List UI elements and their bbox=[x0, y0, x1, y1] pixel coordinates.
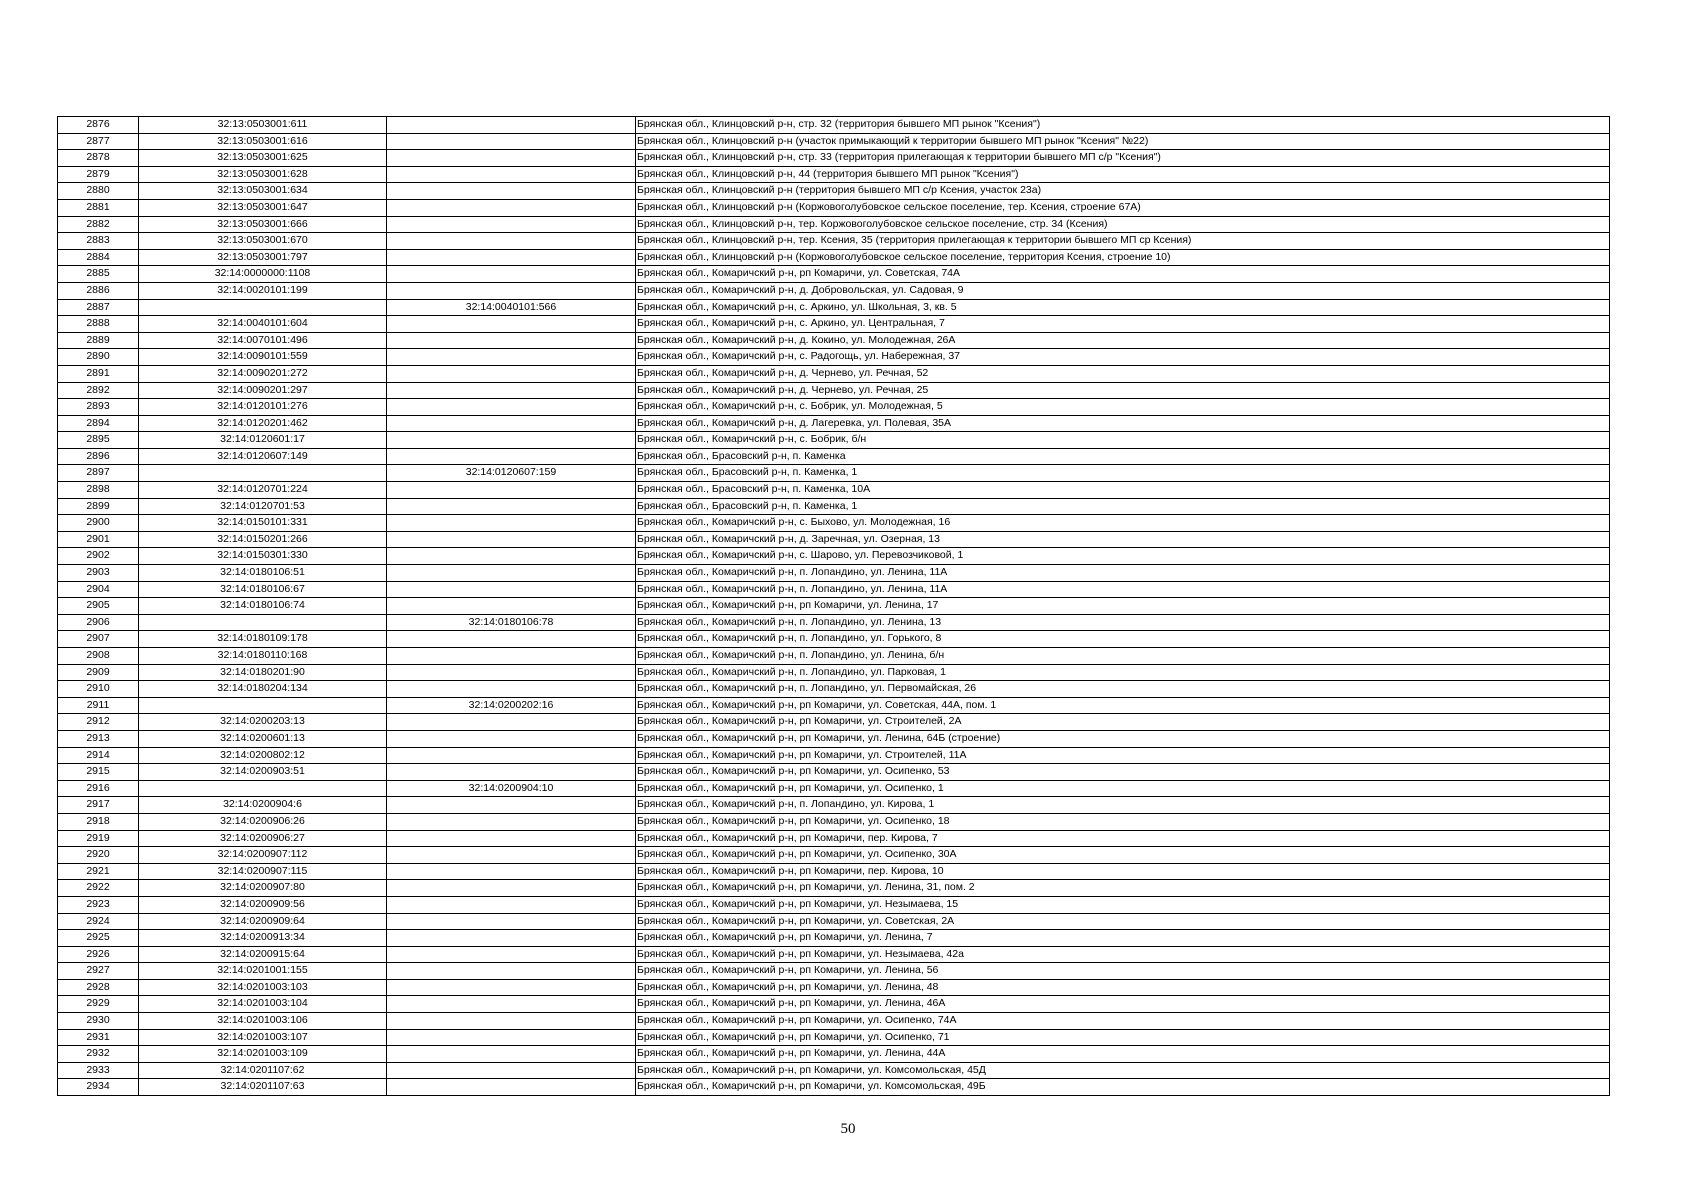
table-row bbox=[58, 133, 1610, 150]
related-cadastral-number-cell bbox=[387, 249, 636, 266]
cadastral-number-cell: 32:14:0180106:74 bbox=[139, 598, 387, 615]
related-cadastral-number-cell bbox=[387, 813, 636, 830]
address-cell: Брянская обл., Клинцовский р-н (участок примыкающий к территории бывшего МП рынок "Ксения" №22) bbox=[636, 133, 1610, 150]
registry-table-body bbox=[58, 117, 1610, 1096]
related-cadastral-number-cell bbox=[387, 1013, 636, 1030]
row-number-cell: 2884 bbox=[58, 249, 139, 266]
cadastral-number-cell: 32:14:0150301:330 bbox=[139, 548, 387, 565]
address-cell: Брянская обл., Комаричский р-н, п. Лопандино, ул. Ленина, 13 bbox=[636, 614, 1610, 631]
row-number-cell: 2908 bbox=[58, 648, 139, 665]
cadastral-number-cell: 32:14:0180109:178 bbox=[139, 631, 387, 648]
related-cadastral-number-cell bbox=[387, 282, 636, 299]
row-number-cell: 2910 bbox=[58, 681, 139, 698]
table-row bbox=[58, 1013, 1610, 1030]
table-row bbox=[58, 266, 1610, 283]
address-cell: Брянская обл., Комаричский р-н, рп Комаричи, ул. Строителей, 2А bbox=[636, 714, 1610, 731]
row-number-cell: 2925 bbox=[58, 930, 139, 947]
address-cell: Брянская обл., Брасовский р-н, п. Каменка, 1 bbox=[636, 465, 1610, 482]
cadastral-number-cell: 32:14:0201003:107 bbox=[139, 1029, 387, 1046]
row-number-cell: 2907 bbox=[58, 631, 139, 648]
cadastral-number-cell: 32:14:0090201:272 bbox=[139, 365, 387, 382]
related-cadastral-number-cell bbox=[387, 847, 636, 864]
related-cadastral-number-cell: 32:14:0200904:10 bbox=[387, 780, 636, 797]
cadastral-number-cell bbox=[139, 780, 387, 797]
row-number-cell: 2905 bbox=[58, 598, 139, 615]
row-number-cell: 2915 bbox=[58, 764, 139, 781]
cadastral-number-cell: 32:14:0120701:53 bbox=[139, 498, 387, 515]
related-cadastral-number-cell bbox=[387, 830, 636, 847]
table-row bbox=[58, 117, 1610, 134]
cadastral-number-cell: 32:14:0090201:297 bbox=[139, 382, 387, 399]
table-row bbox=[58, 1029, 1610, 1046]
related-cadastral-number-cell bbox=[387, 515, 636, 532]
row-number-cell: 2928 bbox=[58, 979, 139, 996]
related-cadastral-number-cell bbox=[387, 598, 636, 615]
table-row bbox=[58, 913, 1610, 930]
table-row bbox=[58, 249, 1610, 266]
cadastral-number-cell: 32:13:0503001:611 bbox=[139, 117, 387, 134]
related-cadastral-number-cell bbox=[387, 266, 636, 283]
address-cell: Брянская обл., Комаричский р-н, рп Комаричи, ул. Осипенко, 71 bbox=[636, 1029, 1610, 1046]
row-number-cell: 2886 bbox=[58, 282, 139, 299]
cadastral-number-cell: 32:14:0200915:64 bbox=[139, 946, 387, 963]
table-row bbox=[58, 465, 1610, 482]
cadastral-number-cell: 32:14:0201107:62 bbox=[139, 1062, 387, 1079]
address-cell: Брянская обл., Комаричский р-н, с. Аркино, ул. Центральная, 7 bbox=[636, 316, 1610, 333]
address-cell: Брянская обл., Комаричский р-н, рп Комаричи, ул. Комсомольская, 45Д bbox=[636, 1062, 1610, 1079]
cadastral-number-cell: 32:14:0201003:109 bbox=[139, 1046, 387, 1063]
cadastral-number-cell: 32:14:0180204:134 bbox=[139, 681, 387, 698]
address-cell: Брянская обл., Комаричский р-н, п. Лопандино, ул. Парковая, 1 bbox=[636, 664, 1610, 681]
table-row bbox=[58, 166, 1610, 183]
table-row bbox=[58, 714, 1610, 731]
table-row bbox=[58, 863, 1610, 880]
address-cell: Брянская обл., Комаричский р-н, рп Комаричи, ул. Ленина, 56 bbox=[636, 963, 1610, 980]
table-row bbox=[58, 930, 1610, 947]
table-row bbox=[58, 150, 1610, 167]
related-cadastral-number-cell bbox=[387, 150, 636, 167]
cadastral-number-cell: 32:14:0120601:17 bbox=[139, 432, 387, 449]
address-cell: Брянская обл., Комаричский р-н, рп Комаричи, ул. Осипенко, 53 bbox=[636, 764, 1610, 781]
row-number-cell: 2902 bbox=[58, 548, 139, 565]
table-row bbox=[58, 979, 1610, 996]
table-row bbox=[58, 515, 1610, 532]
cadastral-number-cell: 32:13:0503001:628 bbox=[139, 166, 387, 183]
related-cadastral-number-cell bbox=[387, 432, 636, 449]
table-row bbox=[58, 614, 1610, 631]
registry-table bbox=[57, 116, 1610, 1096]
row-number-cell: 2890 bbox=[58, 349, 139, 366]
row-number-cell: 2904 bbox=[58, 581, 139, 598]
row-number-cell: 2882 bbox=[58, 216, 139, 233]
related-cadastral-number-cell bbox=[387, 133, 636, 150]
related-cadastral-number-cell bbox=[387, 1029, 636, 1046]
address-cell: Брянская обл., Комаричский р-н, п. Лопандино, ул. Ленина, 11А bbox=[636, 565, 1610, 582]
row-number-cell: 2883 bbox=[58, 233, 139, 250]
address-cell: Брянская обл., Комаричский р-н, рп Комаричи, ул. Незымаева, 42а bbox=[636, 946, 1610, 963]
table-row bbox=[58, 664, 1610, 681]
row-number-cell: 2900 bbox=[58, 515, 139, 532]
table-row bbox=[58, 332, 1610, 349]
cadastral-number-cell: 32:13:0503001:797 bbox=[139, 249, 387, 266]
cadastral-number-cell: 32:13:0503001:647 bbox=[139, 199, 387, 216]
related-cadastral-number-cell bbox=[387, 548, 636, 565]
related-cadastral-number-cell bbox=[387, 730, 636, 747]
table-row bbox=[58, 581, 1610, 598]
row-number-cell: 2891 bbox=[58, 365, 139, 382]
cadastral-number-cell: 32:14:0180201:90 bbox=[139, 664, 387, 681]
address-cell: Брянская обл., Комаричский р-н, д. Чернево, ул. Речная, 25 bbox=[636, 382, 1610, 399]
address-cell: Брянская обл., Комаричский р-н, рп Комаричи, ул. Советская, 74А bbox=[636, 266, 1610, 283]
cadastral-number-cell: 32:14:0200913:34 bbox=[139, 930, 387, 947]
row-number-cell: 2879 bbox=[58, 166, 139, 183]
cadastral-number-cell: 32:14:0200904:6 bbox=[139, 797, 387, 814]
address-cell: Брянская обл., Комаричский р-н, рп Комаричи, ул. Комсомольская, 49Б bbox=[636, 1079, 1610, 1096]
table-row bbox=[58, 813, 1610, 830]
row-number-cell: 2913 bbox=[58, 730, 139, 747]
related-cadastral-number-cell: 32:14:0040101:566 bbox=[387, 299, 636, 316]
row-number-cell: 2909 bbox=[58, 664, 139, 681]
cadastral-number-cell: 32:14:0201001:155 bbox=[139, 963, 387, 980]
related-cadastral-number-cell: 32:14:0120607:159 bbox=[387, 465, 636, 482]
related-cadastral-number-cell bbox=[387, 747, 636, 764]
table-row bbox=[58, 764, 1610, 781]
related-cadastral-number-cell bbox=[387, 963, 636, 980]
table-row bbox=[58, 349, 1610, 366]
row-number-cell: 2893 bbox=[58, 399, 139, 416]
cadastral-number-cell: 32:14:0200907:115 bbox=[139, 863, 387, 880]
row-number-cell: 2903 bbox=[58, 565, 139, 582]
page-number: 50 bbox=[840, 1121, 856, 1137]
cadastral-number-cell: 32:14:0200907:80 bbox=[139, 880, 387, 897]
address-cell: Брянская обл., Клинцовский р-н (территория бывшего МП с/р Ксения, участок 23а) bbox=[636, 183, 1610, 200]
cadastral-number-cell: 32:14:0180110:168 bbox=[139, 648, 387, 665]
row-number-cell: 2920 bbox=[58, 847, 139, 864]
related-cadastral-number-cell bbox=[387, 581, 636, 598]
row-number-cell: 2888 bbox=[58, 316, 139, 333]
related-cadastral-number-cell bbox=[387, 332, 636, 349]
address-cell: Брянская обл., Комаричский р-н, д. Заречная, ул. Озерная, 13 bbox=[636, 531, 1610, 548]
address-cell: Брянская обл., Клинцовский р-н, тер. Ксения, 35 (территория прилегающая к территории бывшего МП ср Ксения) bbox=[636, 233, 1610, 250]
related-cadastral-number-cell bbox=[387, 764, 636, 781]
row-number-cell: 2899 bbox=[58, 498, 139, 515]
row-number-cell: 2901 bbox=[58, 531, 139, 548]
row-number-cell: 2933 bbox=[58, 1062, 139, 1079]
row-number-cell: 2878 bbox=[58, 150, 139, 167]
related-cadastral-number-cell bbox=[387, 930, 636, 947]
address-cell: Брянская обл., Клинцовский р-н, стр. 32 (территория бывшего МП рынок "Ксения") bbox=[636, 117, 1610, 134]
cadastral-number-cell: 32:14:0200903:51 bbox=[139, 764, 387, 781]
row-number-cell: 2897 bbox=[58, 465, 139, 482]
address-cell: Брянская обл., Комаричский р-н, д. Лагеревка, ул. Полевая, 35А bbox=[636, 415, 1610, 432]
row-number-cell: 2906 bbox=[58, 614, 139, 631]
address-cell: Брянская обл., Клинцовский р-н, тер. Коржовоголубовское сельское поселение, стр. 34 (Ксения) bbox=[636, 216, 1610, 233]
table-row bbox=[58, 382, 1610, 399]
related-cadastral-number-cell bbox=[387, 880, 636, 897]
cadastral-number-cell: 32:14:0200802:12 bbox=[139, 747, 387, 764]
address-cell: Брянская обл., Комаричский р-н, рп Комаричи, ул. Осипенко, 74А bbox=[636, 1013, 1610, 1030]
address-cell: Брянская обл., Комаричский р-н, рп Комаричи, ул. Строителей, 11А bbox=[636, 747, 1610, 764]
row-number-cell: 2911 bbox=[58, 697, 139, 714]
cadastral-number-cell: 32:14:0200906:27 bbox=[139, 830, 387, 847]
row-number-cell: 2876 bbox=[58, 117, 139, 134]
row-number-cell: 2898 bbox=[58, 482, 139, 499]
row-number-cell: 2926 bbox=[58, 946, 139, 963]
table-row bbox=[58, 415, 1610, 432]
row-number-cell: 2912 bbox=[58, 714, 139, 731]
cadastral-number-cell: 32:14:0120607:149 bbox=[139, 448, 387, 465]
table-row bbox=[58, 183, 1610, 200]
related-cadastral-number-cell bbox=[387, 648, 636, 665]
row-number-cell: 2880 bbox=[58, 183, 139, 200]
cadastral-number-cell: 32:14:0150201:266 bbox=[139, 531, 387, 548]
table-row bbox=[58, 963, 1610, 980]
related-cadastral-number-cell: 32:14:0200202:16 bbox=[387, 697, 636, 714]
table-row bbox=[58, 432, 1610, 449]
related-cadastral-number-cell bbox=[387, 896, 636, 913]
cadastral-number-cell: 32:14:0070101:496 bbox=[139, 332, 387, 349]
row-number-cell: 2924 bbox=[58, 913, 139, 930]
cadastral-number-cell: 32:14:0120101:276 bbox=[139, 399, 387, 416]
table-row bbox=[58, 631, 1610, 648]
table-row bbox=[58, 299, 1610, 316]
address-cell: Брянская обл., Комаричский р-н, рп Комаричи, ул. Ленина, 17 bbox=[636, 598, 1610, 615]
related-cadastral-number-cell bbox=[387, 382, 636, 399]
related-cadastral-number-cell bbox=[387, 498, 636, 515]
cadastral-number-cell: 32:14:0150101:331 bbox=[139, 515, 387, 532]
cadastral-number-cell: 32:14:0120201:462 bbox=[139, 415, 387, 432]
table-row bbox=[58, 996, 1610, 1013]
row-number-cell: 2927 bbox=[58, 963, 139, 980]
address-cell: Брянская обл., Клинцовский р-н (Коржовоголубовское сельское поселение, тер. Ксения, строение 67А) bbox=[636, 199, 1610, 216]
cadastral-number-cell: 32:14:0200906:26 bbox=[139, 813, 387, 830]
row-number-cell: 2916 bbox=[58, 780, 139, 797]
address-cell: Брянская обл., Комаричский р-н, рп Комаричи, ул. Советская, 2А bbox=[636, 913, 1610, 930]
related-cadastral-number-cell bbox=[387, 117, 636, 134]
cadastral-number-cell: 32:14:0120701:224 bbox=[139, 482, 387, 499]
related-cadastral-number-cell: 32:14:0180106:78 bbox=[387, 614, 636, 631]
address-cell: Брянская обл., Брасовский р-н, п. Каменка bbox=[636, 448, 1610, 465]
cadastral-number-cell: 32:14:0200909:56 bbox=[139, 896, 387, 913]
address-cell: Брянская обл., Комаричский р-н, рп Комаричи, ул. Ленина, 46А bbox=[636, 996, 1610, 1013]
table-row bbox=[58, 282, 1610, 299]
row-number-cell: 2929 bbox=[58, 996, 139, 1013]
related-cadastral-number-cell bbox=[387, 946, 636, 963]
table-row bbox=[58, 448, 1610, 465]
cadastral-number-cell: 32:14:0201107:63 bbox=[139, 1079, 387, 1096]
table-row bbox=[58, 598, 1610, 615]
table-row bbox=[58, 498, 1610, 515]
address-cell: Брянская обл., Комаричский р-н, рп Комаричи, ул. Незымаева, 15 bbox=[636, 896, 1610, 913]
address-cell: Брянская обл., Комаричский р-н, рп Комаричи, ул. Ленина, 64Б (строение) bbox=[636, 730, 1610, 747]
table-row bbox=[58, 896, 1610, 913]
cadastral-number-cell: 32:14:0201003:106 bbox=[139, 1013, 387, 1030]
row-number-cell: 2885 bbox=[58, 266, 139, 283]
row-number-cell: 2889 bbox=[58, 332, 139, 349]
related-cadastral-number-cell bbox=[387, 365, 636, 382]
address-cell: Брянская обл., Комаричский р-н, рп Комаричи, ул. Ленина, 44А bbox=[636, 1046, 1610, 1063]
row-number-cell: 2881 bbox=[58, 199, 139, 216]
row-number-cell: 2877 bbox=[58, 133, 139, 150]
row-number-cell: 2934 bbox=[58, 1079, 139, 1096]
table-row bbox=[58, 531, 1610, 548]
related-cadastral-number-cell bbox=[387, 664, 636, 681]
cadastral-number-cell: 32:14:0180106:51 bbox=[139, 565, 387, 582]
address-cell: Брянская обл., Комаричский р-н, рп Комаричи, ул. Ленина, 7 bbox=[636, 930, 1610, 947]
cadastral-number-cell bbox=[139, 697, 387, 714]
related-cadastral-number-cell bbox=[387, 531, 636, 548]
row-number-cell: 2917 bbox=[58, 797, 139, 814]
address-cell: Брянская обл., Комаричский р-н, с. Быхово, ул. Молодежная, 16 bbox=[636, 515, 1610, 532]
related-cadastral-number-cell bbox=[387, 199, 636, 216]
table-row bbox=[58, 780, 1610, 797]
row-number-cell: 2892 bbox=[58, 382, 139, 399]
cadastral-number-cell: 32:13:0503001:616 bbox=[139, 133, 387, 150]
row-number-cell: 2919 bbox=[58, 830, 139, 847]
related-cadastral-number-cell bbox=[387, 415, 636, 432]
related-cadastral-number-cell bbox=[387, 399, 636, 416]
table-row bbox=[58, 847, 1610, 864]
table-row bbox=[58, 216, 1610, 233]
table-row bbox=[58, 316, 1610, 333]
table-row bbox=[58, 648, 1610, 665]
table-row bbox=[58, 681, 1610, 698]
related-cadastral-number-cell bbox=[387, 1062, 636, 1079]
related-cadastral-number-cell bbox=[387, 913, 636, 930]
address-cell: Брянская обл., Клинцовский р-н (Коржовоголубовское сельское поселение, территория Ксения, строение 10) bbox=[636, 249, 1610, 266]
related-cadastral-number-cell bbox=[387, 996, 636, 1013]
row-number-cell: 2894 bbox=[58, 415, 139, 432]
cadastral-number-cell bbox=[139, 614, 387, 631]
table-row bbox=[58, 548, 1610, 565]
address-cell: Брянская обл., Комаричский р-н, рп Комаричи, ул. Осипенко, 30А bbox=[636, 847, 1610, 864]
related-cadastral-number-cell bbox=[387, 216, 636, 233]
cadastral-number-cell: 32:14:0200907:112 bbox=[139, 847, 387, 864]
related-cadastral-number-cell bbox=[387, 631, 636, 648]
address-cell: Брянская обл., Клинцовский р-н, 44 (территория бывшего МП рынок "Ксения") bbox=[636, 166, 1610, 183]
related-cadastral-number-cell bbox=[387, 448, 636, 465]
address-cell: Брянская обл., Брасовский р-н, п. Каменка, 1 bbox=[636, 498, 1610, 515]
address-cell: Брянская обл., Комаричский р-н, п. Лопандино, ул. Ленина, 11А bbox=[636, 581, 1610, 598]
address-cell: Брянская обл., Комаричский р-н, п. Лопандино, ул. Первомайская, 26 bbox=[636, 681, 1610, 698]
cadastral-number-cell: 32:14:0180106:67 bbox=[139, 581, 387, 598]
cadastral-number-cell: 32:14:0020101:199 bbox=[139, 282, 387, 299]
cadastral-number-cell: 32:14:0040101:604 bbox=[139, 316, 387, 333]
table-row bbox=[58, 880, 1610, 897]
table-row bbox=[58, 730, 1610, 747]
cadastral-number-cell: 32:14:0200909:64 bbox=[139, 913, 387, 930]
table-row bbox=[58, 1062, 1610, 1079]
table-row bbox=[58, 1046, 1610, 1063]
related-cadastral-number-cell bbox=[387, 166, 636, 183]
related-cadastral-number-cell bbox=[387, 797, 636, 814]
cadastral-number-cell: 32:13:0503001:670 bbox=[139, 233, 387, 250]
row-number-cell: 2932 bbox=[58, 1046, 139, 1063]
address-cell: Брянская обл., Комаричский р-н, рп Комаричи, ул. Ленина, 48 bbox=[636, 979, 1610, 996]
address-cell: Брянская обл., Комаричский р-н, рп Комаричи, пер. Кирова, 10 bbox=[636, 863, 1610, 880]
table-row bbox=[58, 399, 1610, 416]
row-number-cell: 2930 bbox=[58, 1013, 139, 1030]
cadastral-number-cell: 32:14:0090101:559 bbox=[139, 349, 387, 366]
address-cell: Брянская обл., Комаричский р-н, рп Комаричи, ул. Осипенко, 1 bbox=[636, 780, 1610, 797]
row-number-cell: 2914 bbox=[58, 747, 139, 764]
table-row bbox=[58, 946, 1610, 963]
address-cell: Брянская обл., Комаричский р-н, с. Шарово, ул. Перевозчиковой, 1 bbox=[636, 548, 1610, 565]
table-row bbox=[58, 565, 1610, 582]
related-cadastral-number-cell bbox=[387, 681, 636, 698]
row-number-cell: 2931 bbox=[58, 1029, 139, 1046]
address-cell: Брянская обл., Комаричский р-н, д. Добровольская, ул. Садовая, 9 bbox=[636, 282, 1610, 299]
row-number-cell: 2922 bbox=[58, 880, 139, 897]
related-cadastral-number-cell bbox=[387, 233, 636, 250]
related-cadastral-number-cell bbox=[387, 714, 636, 731]
row-number-cell: 2923 bbox=[58, 896, 139, 913]
cadastral-number-cell bbox=[139, 299, 387, 316]
table-row bbox=[58, 199, 1610, 216]
row-number-cell: 2896 bbox=[58, 448, 139, 465]
row-number-cell: 2887 bbox=[58, 299, 139, 316]
table-row bbox=[58, 830, 1610, 847]
address-cell: Брянская обл., Комаричский р-н, рп Комаричи, ул. Ленина, 31, пом. 2 bbox=[636, 880, 1610, 897]
related-cadastral-number-cell bbox=[387, 316, 636, 333]
cadastral-number-cell: 32:14:0200601:13 bbox=[139, 730, 387, 747]
table-row bbox=[58, 797, 1610, 814]
related-cadastral-number-cell bbox=[387, 183, 636, 200]
cadastral-number-cell: 32:14:0201003:103 bbox=[139, 979, 387, 996]
address-cell: Брянская обл., Брасовский р-н, п. Каменка, 10А bbox=[636, 482, 1610, 499]
cadastral-number-cell bbox=[139, 465, 387, 482]
address-cell: Брянская обл., Комаричский р-н, д. Чернево, ул. Речная, 52 bbox=[636, 365, 1610, 382]
address-cell: Брянская обл., Комаричский р-н, рп Комаричи, ул. Советская, 44А, пом. 1 bbox=[636, 697, 1610, 714]
table-row bbox=[58, 697, 1610, 714]
address-cell: Брянская обл., Комаричский р-н, с. Аркино, ул. Школьная, 3, кв. 5 bbox=[636, 299, 1610, 316]
address-cell: Брянская обл., Комаричский р-н, п. Лопандино, ул. Кирова, 1 bbox=[636, 797, 1610, 814]
table-row bbox=[58, 233, 1610, 250]
cadastral-number-cell: 32:14:0201003:104 bbox=[139, 996, 387, 1013]
address-cell: Брянская обл., Комаричский р-н, рп Комаричи, пер. Кирова, 7 bbox=[636, 830, 1610, 847]
related-cadastral-number-cell bbox=[387, 979, 636, 996]
row-number-cell: 2895 bbox=[58, 432, 139, 449]
address-cell: Брянская обл., Комаричский р-н, с. Бобрик, б/н bbox=[636, 432, 1610, 449]
address-cell: Брянская обл., Комаричский р-н, рп Комаричи, ул. Осипенко, 18 bbox=[636, 813, 1610, 830]
table-row bbox=[58, 365, 1610, 382]
related-cadastral-number-cell bbox=[387, 349, 636, 366]
cadastral-number-cell: 32:14:0200203:13 bbox=[139, 714, 387, 731]
table-row bbox=[58, 482, 1610, 499]
related-cadastral-number-cell bbox=[387, 863, 636, 880]
related-cadastral-number-cell bbox=[387, 482, 636, 499]
cadastral-number-cell: 32:13:0503001:625 bbox=[139, 150, 387, 167]
related-cadastral-number-cell bbox=[387, 565, 636, 582]
table-row bbox=[58, 747, 1610, 764]
cadastral-number-cell: 32:14:0000000:1108 bbox=[139, 266, 387, 283]
address-cell: Брянская обл., Комаричский р-н, с. Бобрик, ул. Молодежная, 5 bbox=[636, 399, 1610, 416]
cadastral-number-cell: 32:13:0503001:634 bbox=[139, 183, 387, 200]
row-number-cell: 2918 bbox=[58, 813, 139, 830]
cadastral-number-cell: 32:13:0503001:666 bbox=[139, 216, 387, 233]
related-cadastral-number-cell bbox=[387, 1079, 636, 1096]
table-row bbox=[58, 1079, 1610, 1096]
address-cell: Брянская обл., Комаричский р-н, с. Радогощь, ул. Набережная, 37 bbox=[636, 349, 1610, 366]
address-cell: Брянская обл., Комаричский р-н, п. Лопандино, ул. Горького, 8 bbox=[636, 631, 1610, 648]
row-number-cell: 2921 bbox=[58, 863, 139, 880]
related-cadastral-number-cell bbox=[387, 1046, 636, 1063]
address-cell: Брянская обл., Клинцовский р-н, стр. 33 (территория прилегающая к территории бывшего МП с/р "Ксения") bbox=[636, 150, 1610, 167]
address-cell: Брянская обл., Комаричский р-н, д. Кокино, ул. Молодежная, 26А bbox=[636, 332, 1610, 349]
address-cell: Брянская обл., Комаричский р-н, п. Лопандино, ул. Ленина, б/н bbox=[636, 648, 1610, 665]
